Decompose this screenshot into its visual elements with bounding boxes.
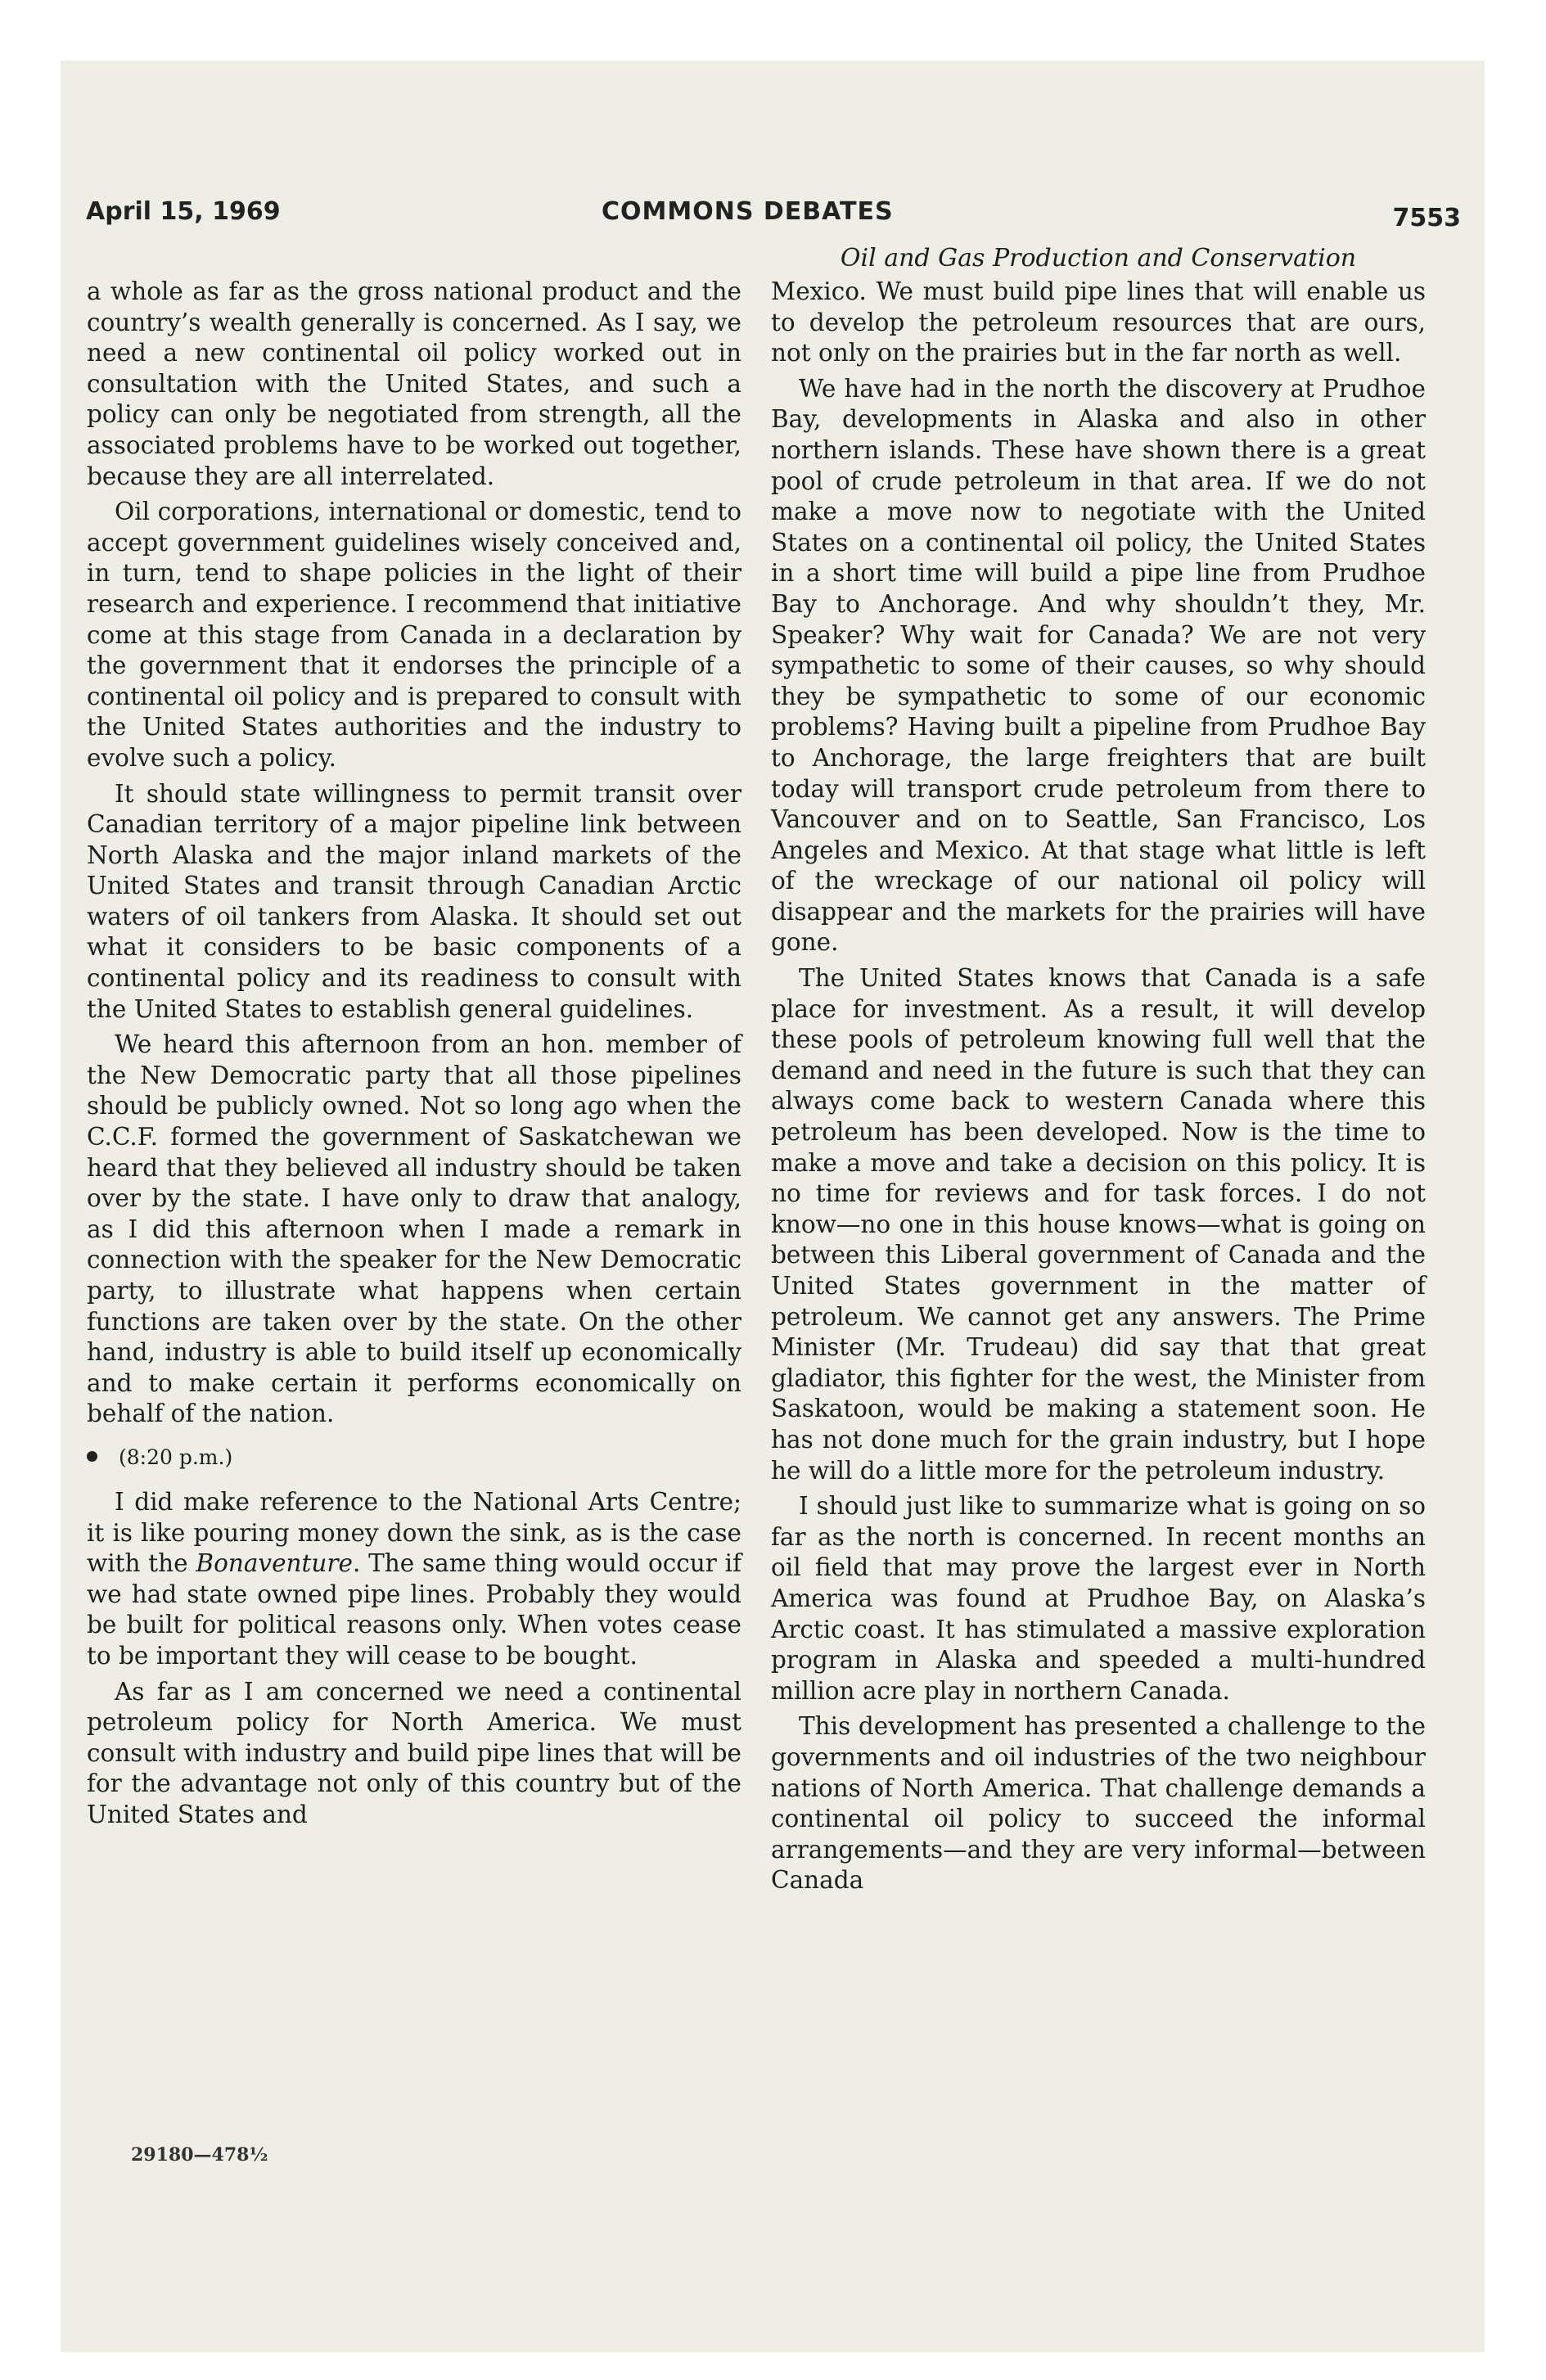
paragraph: Oil corporations, international or domestic, tend to accept government guidelines wisely conceived and, in turn, tend to shape policies in the light of their research and experience. I recommend that initiative come at this stage from Canada in a declaration by the government that it endorses the principle of a continental oil policy and is prepared to consult with the United States authorities and the industry to evolve such a policy. (87, 498, 741, 772)
time-marker-text: (8:20 p.m.) (119, 1445, 233, 1469)
section-subheading: Oil and Gas Production and Conservation (840, 244, 1357, 273)
paragraph-text: . The same thing would occur if we had state owned pipe lines. Probably they would be built for political reasons only. When votes cease to be important they will cease to be bought. (87, 1549, 741, 1670)
paragraph: Mexico. We must build pipe lines that will enable us to develop the petroleum resources that are ours, not only on the prairies but in the far north as well. (771, 277, 1426, 367)
ship-name: Bonaventure (196, 1549, 353, 1578)
header-date: April 15, 1969 (86, 197, 281, 226)
page-number: 7553 (1392, 204, 1461, 232)
right-column (771, 277, 1426, 1901)
paragraph: The United States knows that Canada is a safe place for investment. As a result, it will develop these pools of petroleum knowing full well that the demand and need in the future is such that they can always come back to western Canada where this petroleum has been developed. Now is the time to make a move and take a decision on this policy. It is no time for reviews and for task forces. I do not know—no one in this house knows—what is going on between this Liberal government of Canada and the United States government in the matter of petroleum. We cannot get any answers. The Prime Minister (Mr. Trudeau) did say that that great gladiator, this fighter for the west, the Minister from Saskatoon, would be making a statement soon. He has not done much for the grain industry, but I hope he will do a little more for the petroleum industry. (771, 964, 1426, 1485)
paragraph: We have had in the north the discovery at Prudhoe Bay, developments in Alaska and also in other northern islands. These have shown there is a great pool of crude petroleum in that area. If we do not make a move now to negotiate with the United States on a continental oil policy, the United States in a short time will build a pipe line from Prudhoe Bay to Anchorage. And why shouldn’t they, Mr. Speaker? Why wait for Canada? We are not very sympathetic to some of their causes, so why should they be sympathetic to some of our economic problems? Having built a pipeline from Prudhoe Bay to Anchorage, the large freighters that are built today will transport crude petroleum from there to Vancouver and on to Seattle, San Francisco, Los Angeles and Mexico. At that stage what little is left of the wreckage of our national oil policy will disappear and the markets for the prairies will have gone. (771, 374, 1426, 957)
left-column (87, 277, 741, 1836)
printer-folio: 29180—478½ (131, 2144, 268, 2166)
paragraph: This development has presented a challenge to the governments and oil industries of the two neighbour nations of North America. That challenge demands a continental oil policy to succeed the informal arrangements—and they are very informal—between Canada (771, 1712, 1426, 1895)
paragraph: As far as I am concerned we need a continental petroleum policy for North America. We must consult with industry and build pipe lines that will be for the advantage not only of this country but of the United States and (87, 1677, 741, 1828)
paragraph-text: I did make reference to the National Arts Centre; it is like pouring money down the sink, as is the case with the (87, 1487, 741, 1578)
header-title: COMMONS DEBATES (602, 197, 894, 226)
bullet-icon (87, 1451, 97, 1462)
paragraph: a whole as far as the gross national product and the country’s wealth generally is concerned. As I say, we need a new continental oil policy worked out in consultation with the United States, and such a policy can only be negotiated from strength, all the associated problems have to be worked out together, because they are all interrelated. (87, 277, 741, 490)
paragraph: I should just like to summarize what is going on so far as the north is concerned. In recent months an oil field that may prove the largest ever in North America was found at Prudhoe Bay, on Alaska’s Arctic coast. It has stimulated a massive exploration program in Alaska and speeded a multi-hundred million acre play in northern Canada. (771, 1492, 1426, 1705)
paragraph (87, 1487, 741, 1672)
paragraph: We heard this afternoon from an hon. member of the New Democratic party that all those pipelines should be publicly owned. Not so long ago when the C.C.F. formed the government of Saskatchewan we heard that they believed all industry should be taken over by the state. I have only to draw that analogy, as I did this afternoon when I made a remark in connection with the speaker for the New Democratic party, to illustrate what happens when certain functions are taken over by the state. On the other hand, industry is able to build itself up economically and to make certain it performs economically on behalf of the nation. (87, 1030, 741, 1428)
time-marker (87, 1445, 741, 1471)
page-header (86, 197, 1461, 230)
paragraph: It should state willingness to permit transit over Canadian territory of a major pipeline link between North Alaska and the major inland markets of the United States and transit through Canadian Arctic waters of oil tankers from Alaska. It should set out what it considers to be basic components of a continental policy and its readiness to consult with the United States to establish general guidelines. (87, 779, 741, 1023)
